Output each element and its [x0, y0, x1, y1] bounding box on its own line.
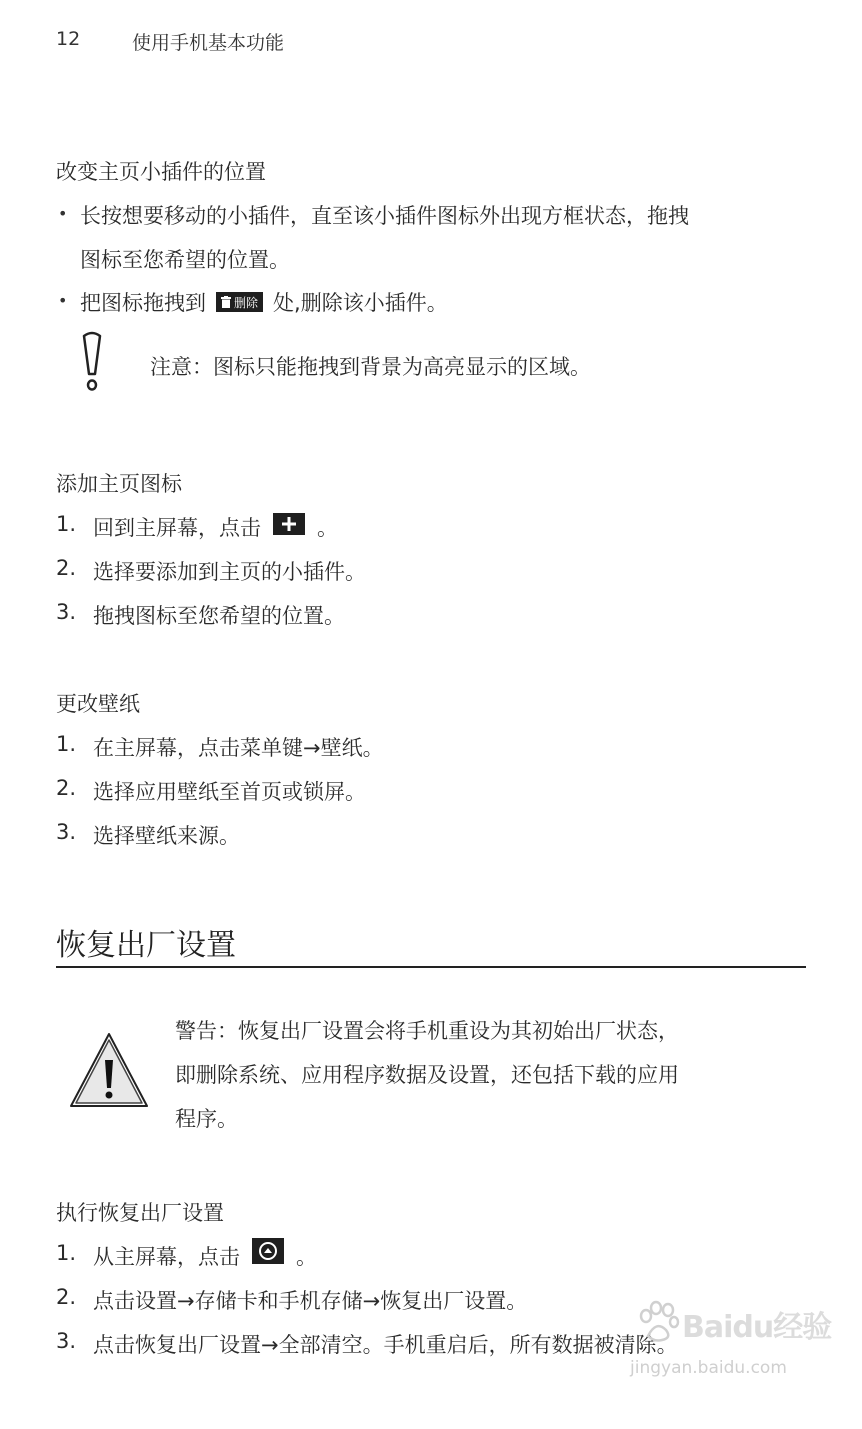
- header-title: 使用手机基本功能: [132, 32, 285, 54]
- step-number: 2.: [56, 776, 77, 800]
- baidu-paw-icon: [636, 1300, 680, 1344]
- factory-reset-title: 恢复出厂设置: [56, 928, 236, 963]
- factory-reset-step1-after: 。: [296, 1245, 317, 1269]
- factory-reset-step1: [93, 1241, 317, 1271]
- exclamation-note-icon: [78, 330, 106, 394]
- warning-line2: 即删除系统、应用程序数据及设置，还包括下载的应用: [175, 1063, 679, 1087]
- delete-badge-label: 删除: [234, 295, 259, 310]
- watermark-url-text: jingyan.baidu.com: [630, 1358, 787, 1378]
- add-icon-step1-before: 回到主屏幕，点击: [93, 516, 261, 540]
- plus-badge: [273, 513, 305, 535]
- step-number: 3.: [56, 820, 77, 844]
- bullet-dot: •: [58, 291, 68, 310]
- widget-position-heading: 改变主页小插件的位置: [56, 160, 266, 184]
- circle-badge: [252, 1238, 284, 1264]
- wallpaper-step1: 在主屏幕，点击菜单键→壁纸。: [93, 736, 384, 760]
- wallpaper-step2: 选择应用壁纸至首页或锁屏。: [93, 780, 366, 804]
- section-divider: [56, 966, 806, 968]
- watermark-brand-text: Baidu经验: [682, 1310, 832, 1345]
- page-number: 12: [56, 28, 81, 50]
- step-number: 1.: [56, 512, 77, 536]
- add-icon-heading: 添加主页图标: [56, 472, 182, 496]
- add-icon-step3: 拖拽图标至您希望的位置。: [93, 604, 345, 628]
- wallpaper-step3: 选择壁纸来源。: [93, 824, 240, 848]
- warning-line1: 警告：恢复出厂设置会将手机重设为其初始出厂状态，: [175, 1019, 679, 1043]
- plus-icon: [281, 516, 297, 532]
- factory-reset-step3: 点击恢复出厂设置→全部清空。手机重启后，所有数据被清除。: [93, 1333, 678, 1357]
- add-icon-step2: 选择要添加到主页的小插件。: [93, 560, 366, 584]
- step-number: 1.: [56, 732, 77, 756]
- step-number: 2.: [56, 1285, 77, 1309]
- circle-up-icon: [258, 1241, 278, 1261]
- bullet1-line1: 长按想要移动的小插件，直至该小插件图标外出现方框状态，拖拽: [80, 204, 689, 228]
- factory-reset-step2: 点击设置→存储卡和手机存储→恢复出厂设置。: [93, 1289, 528, 1313]
- note-text: 注意：图标只能拖拽到背景为高亮显示的区域。: [150, 355, 591, 379]
- step-number: 3.: [56, 1329, 77, 1353]
- step-number: 2.: [56, 556, 77, 580]
- bullet2-line: [80, 287, 448, 317]
- delete-badge: [216, 292, 263, 312]
- wallpaper-heading: 更改壁纸: [56, 692, 140, 716]
- add-icon-step1-after: 。: [317, 516, 338, 540]
- add-icon-step1: [93, 512, 338, 542]
- factory-reset-subheading: 执行恢复出厂设置: [56, 1201, 224, 1225]
- trash-icon: [221, 296, 231, 308]
- step-number: 3.: [56, 600, 77, 624]
- warning-line3: 程序。: [175, 1107, 238, 1131]
- factory-reset-step1-before: 从主屏幕，点击: [93, 1245, 240, 1269]
- bullet1-line2: 图标至您希望的位置。: [80, 248, 290, 272]
- warning-triangle-icon: [68, 1030, 150, 1112]
- bullet-dot: •: [58, 204, 68, 223]
- step-number: 1.: [56, 1241, 77, 1265]
- bullet2-text-before: 把图标拖拽到: [80, 291, 206, 315]
- baidu-watermark: [628, 1296, 832, 1396]
- bullet2-text-after: 处,删除该小插件。: [273, 291, 448, 315]
